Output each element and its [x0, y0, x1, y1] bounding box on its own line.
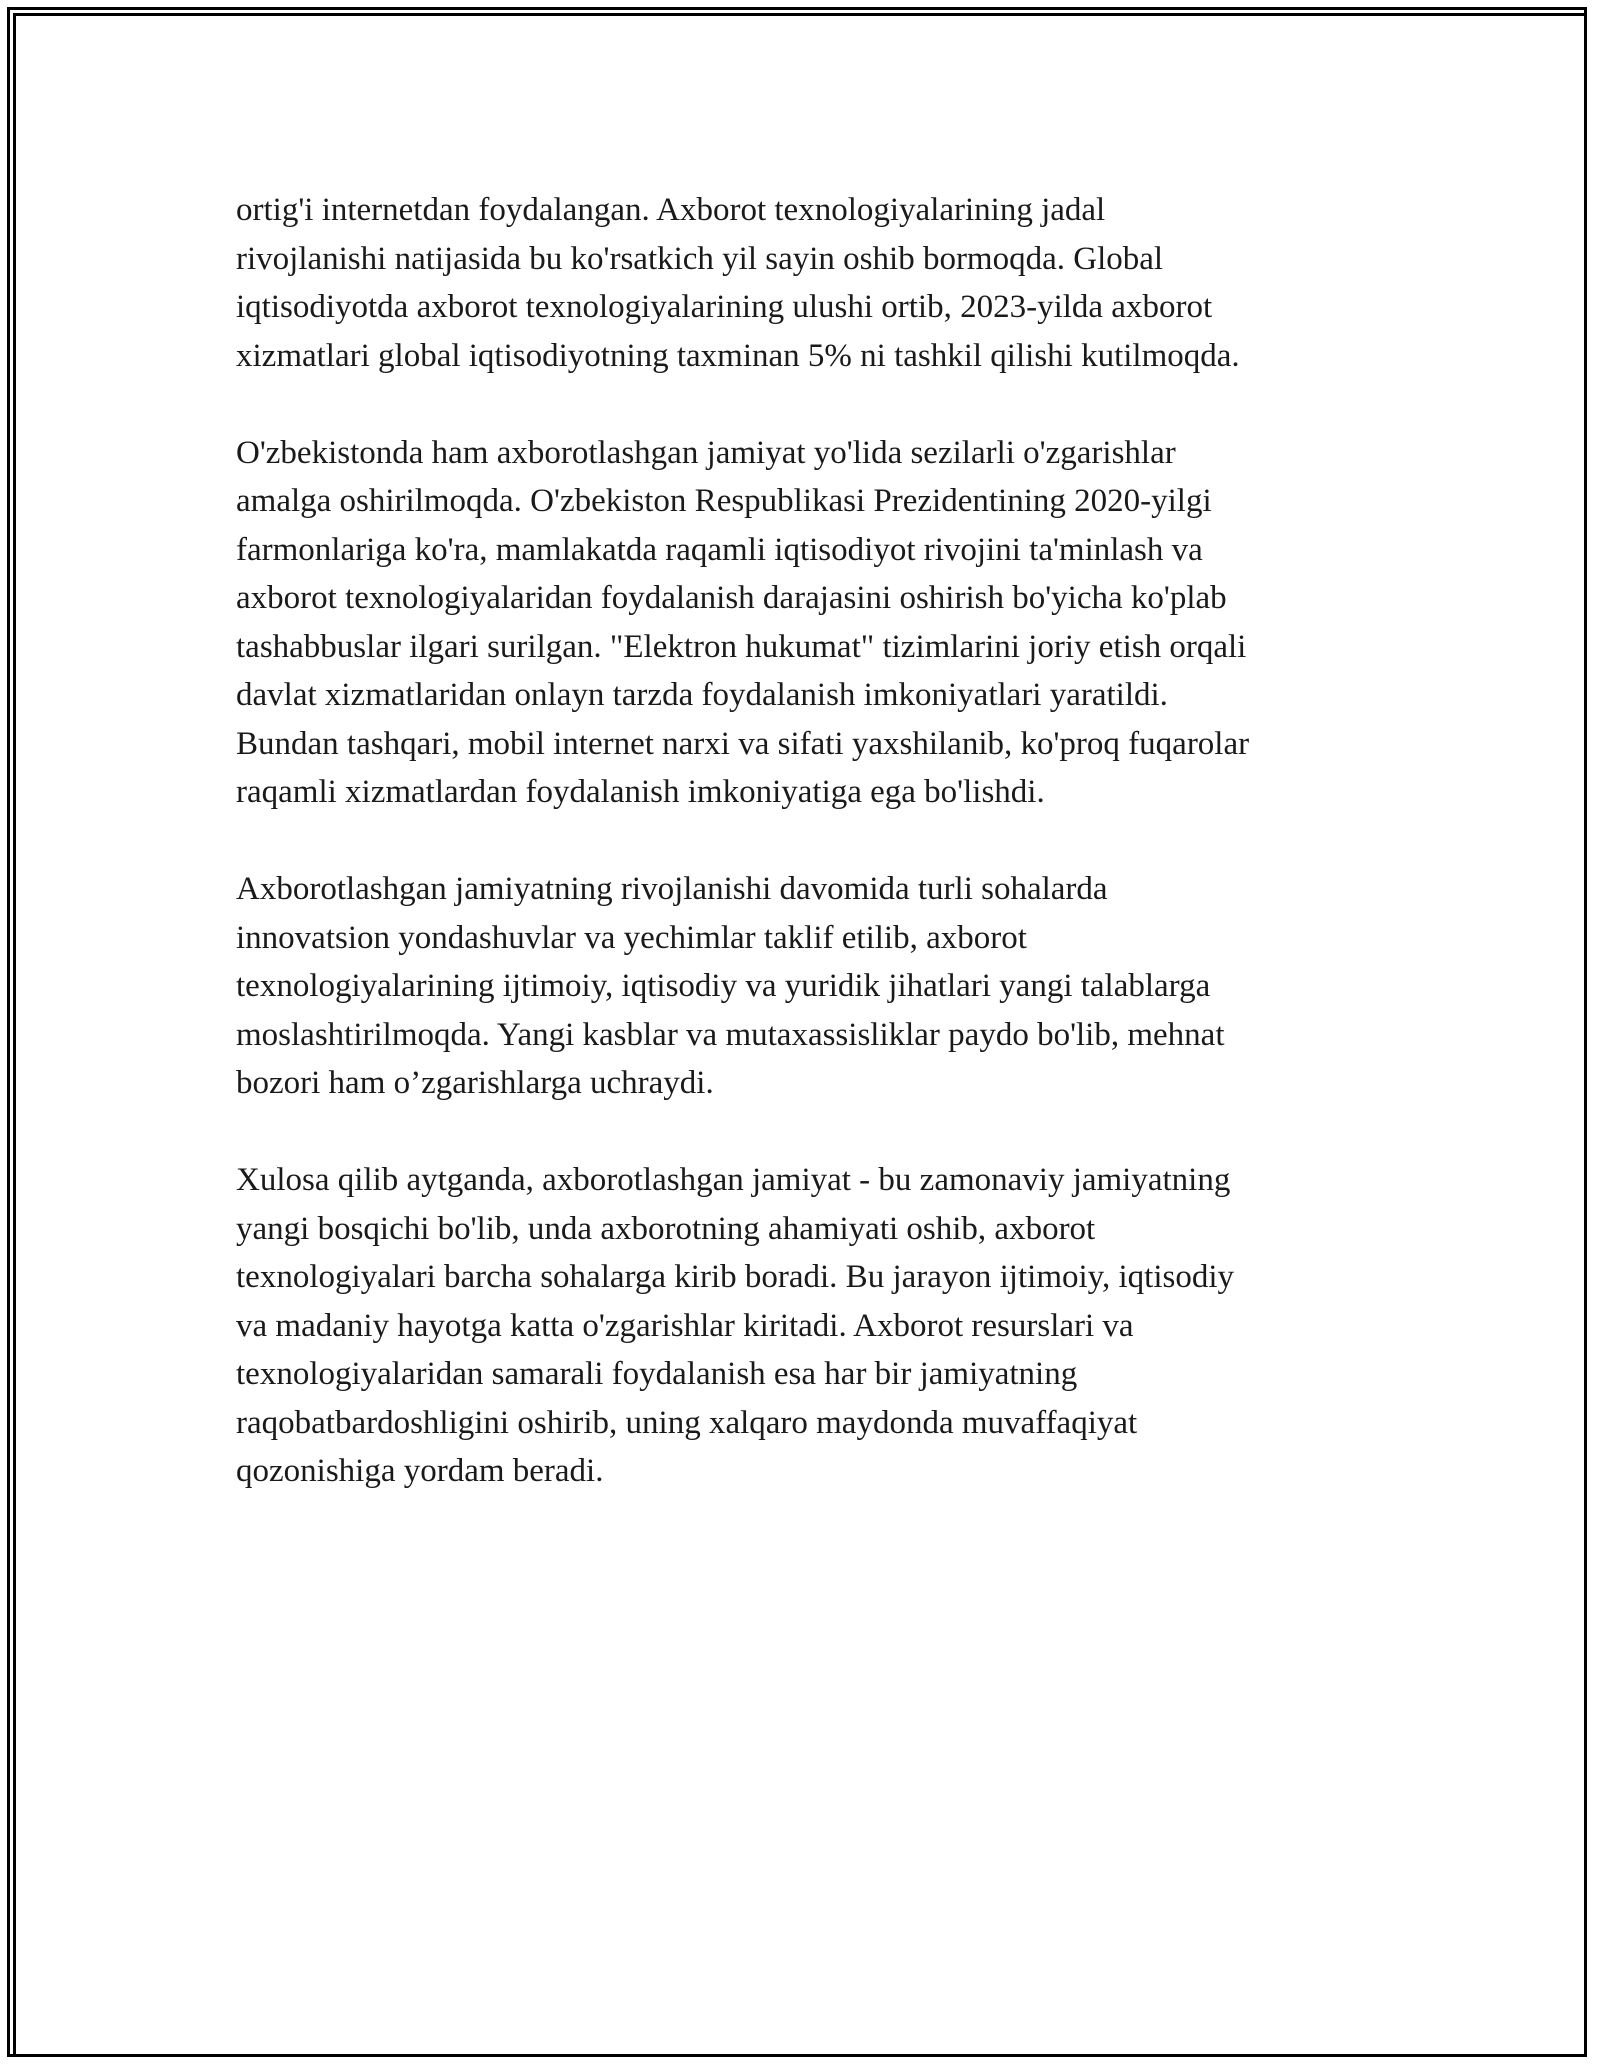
paragraph-internet-usage: ortig'i internetdan foydalangan. Axborot texnologiyalarining jadal rivojlanishi natijasida bu ko'rsatkich yil sayin oshib bormoqda. Global iqtisodiyotda axborot texnologiyalarining ulushi ortib, 2023-yilda axborot xizmatlari global iqtisodiyotning taxminan 5% ni tashkil qilishi kutilmoqda.: [236, 192, 1240, 374]
paragraph-innovation: Axborotlashgan jamiyatning rivojlanishi davomida turli sohalarda innovatsion yondashuvlar va yechimlar taklif etilib, axborot texnologiyalarining ijtimoiy, iqtisodiy va yuridik jihatlari yangi talablarga moslashtirilmoqda. Yangi kasblar va mutaxassisliklar paydo bo'lib, mehnat bozori ham o’zgarishlarga uchraydi.: [236, 871, 1225, 1101]
document-body: [236, 186, 1386, 1544]
paragraph-conclusion: Xulosa qilib aytganda, axborotlashgan jamiyat - bu zamonaviy jamiyatning yangi bosqichi bo'lib, unda axborotning ahamiyati oshib, axborot texnologiyalari barcha sohalarga kirib boradi. Bu jarayon ijtimoiy, iqtisodiy va madaniy hayotga katta o'zgarishlar kiritadi. Axborot resurslari va texnologiyalaridan samarali foydalanish esa har bir jamiyatning raqobatbardoshligini oshirib, uning xalqaro maydonda muvaffaqiyat qozonishiga yordam beradi.: [236, 1162, 1235, 1489]
paragraph-uzbekistan-reforms: O'zbekistonda ham axborotlashgan jamiyat yo'lida sezilarli o'zgarishlar amalga oshirilmoqda. O'zbekiston Respublikasi Prezidentining 2020-yilgi farmonlariga ko'ra, mamlakatda raqamli iqtisodiyot rivojini ta'minlash va axborot texnologiyalaridan foydalanish darajasini oshirish bo'yicha ko'plab tashabbuslar ilgari surilgan. "Elektron hukumat" tizimlarini joriy etish orqali davlat xizmatlaridan onlayn tarzda foydalanish imkoniyatlari yaratildi. Bundan tashqari, mobil internet narxi va sifati yaxshilanib, ko'proq fuqarolar raqamli xizmatlardan foydalanish imkoniyatiga ega bo'lishdi.: [236, 434, 1250, 810]
